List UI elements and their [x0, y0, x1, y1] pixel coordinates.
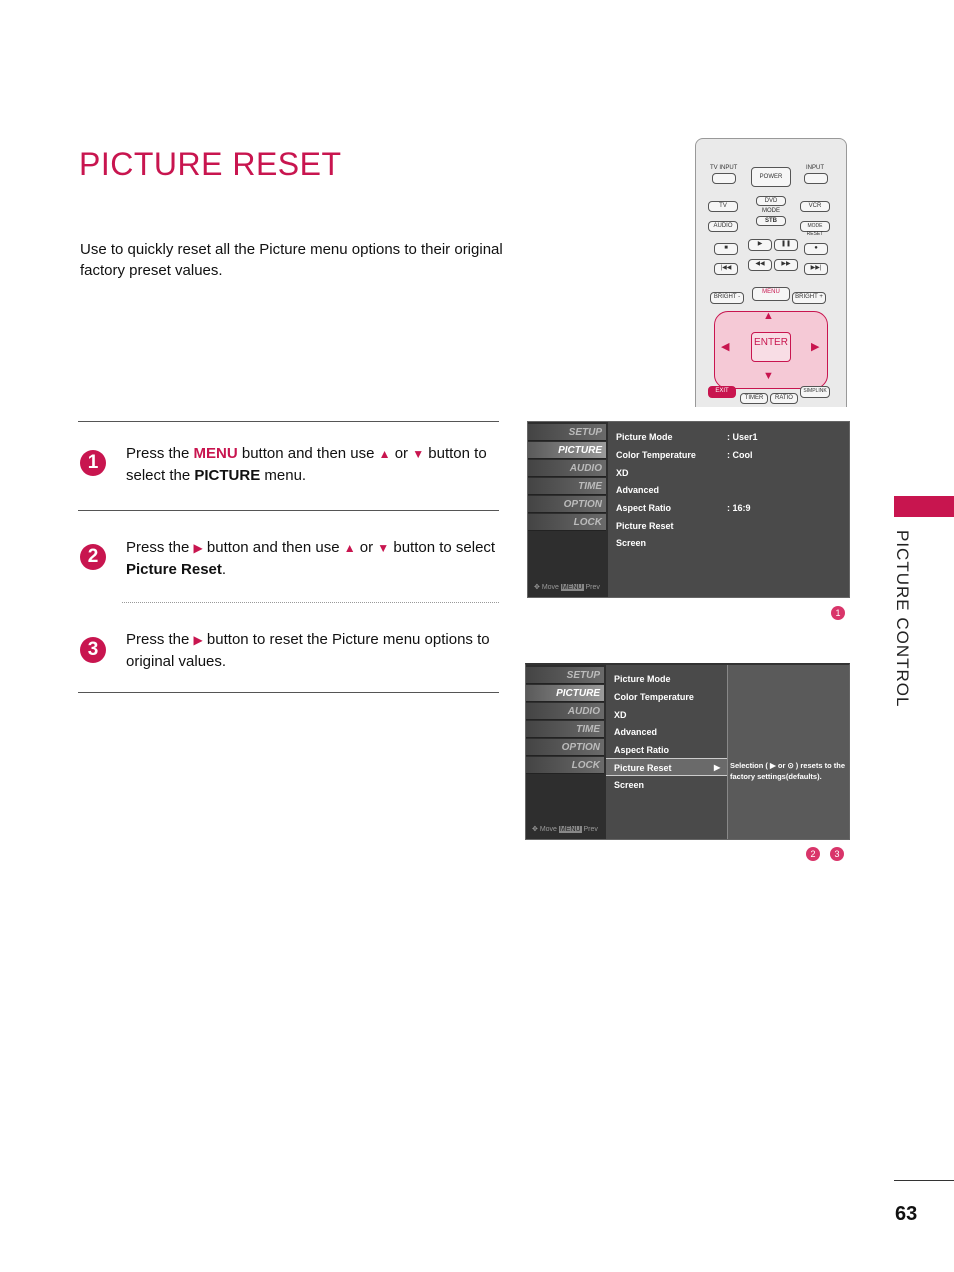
- osd-1-item-color-temperature: Color Temperature: [616, 450, 696, 460]
- pause-button: ❚❚: [774, 239, 798, 251]
- input-button: [804, 173, 828, 184]
- osd-1-item-aspect-ratio: Aspect Ratio: [616, 503, 672, 513]
- osd-2-item-advanced: Advanced: [614, 727, 658, 737]
- osd-2-tab-setup: SETUP: [526, 667, 604, 684]
- dpad-left-icon: ◀: [721, 341, 730, 353]
- audio-button: AUDIO: [708, 221, 738, 232]
- move-icon: ✥: [532, 826, 540, 833]
- vcr-button: VCR: [800, 201, 830, 212]
- section-label: PICTURE CONTROL: [893, 530, 912, 708]
- power-button: POWER: [751, 167, 791, 187]
- down-arrow-icon: ▼: [412, 447, 425, 461]
- osd-2-item-color-temperature: Color Temperature: [614, 692, 694, 702]
- skip-back-button: |◀◀: [714, 263, 738, 275]
- osd-1-value-picture-mode: : User1: [727, 432, 758, 442]
- page-title: PICTURE RESET: [79, 146, 342, 182]
- osd-1-tab-setup: SETUP: [528, 424, 606, 441]
- osd-2-item-xd: XD: [614, 710, 627, 720]
- osd-1-item-picture-mode: Picture Mode: [616, 432, 673, 442]
- timer-button: TIMER: [740, 393, 768, 404]
- up-arrow-icon: ▲: [343, 541, 356, 555]
- tv-button: TV: [708, 201, 738, 212]
- step-2-text: Press the ▶ button and then use ▲ or ▼ button to select Picture Reset.: [126, 539, 496, 578]
- dotted-divider: [122, 602, 499, 603]
- stb-button: STB: [756, 216, 786, 226]
- menu-key: MENU: [193, 445, 238, 462]
- osd-1-footer: ✥ Move MENU Prev: [534, 584, 600, 591]
- step-1-number: 1: [80, 450, 106, 476]
- page-number: 63: [895, 1203, 918, 1225]
- reference-badge-1: 1: [831, 606, 845, 620]
- osd-1-item-advanced: Advanced: [616, 485, 660, 495]
- input-label: INPUT: [806, 165, 824, 171]
- osd-1-sidebar: [528, 422, 608, 597]
- osd-1-tab-time: TIME: [528, 478, 606, 495]
- osd-1-item-picture-reset: Picture Reset: [616, 521, 674, 531]
- step-2-number: 2: [80, 544, 106, 570]
- osd-2-tab-option: OPTION: [526, 739, 604, 756]
- osd-1-tab-lock: LOCK: [528, 514, 606, 531]
- rule-1: [78, 510, 499, 511]
- remote-control-illustration: [695, 138, 847, 407]
- mode-reset-button: MODE RESET: [800, 221, 830, 232]
- osd-screen-2: [525, 663, 850, 840]
- rule-top: [78, 421, 499, 422]
- skip-forward-button: ▶▶|: [804, 263, 828, 275]
- osd-2-tab-time: TIME: [526, 721, 604, 738]
- stop-button: ■: [714, 243, 738, 255]
- osd-2-tab-picture: PICTURE: [526, 685, 604, 702]
- osd-2-tab-audio: AUDIO: [526, 703, 604, 720]
- up-arrow-icon: ▲: [378, 447, 391, 461]
- osd-2-item-aspect-ratio: Aspect Ratio: [614, 745, 670, 755]
- rule-bottom: [78, 692, 499, 693]
- enter-button: ENTER: [751, 332, 791, 362]
- osd-2-item-screen: Screen: [614, 780, 645, 790]
- tv-input-label: TV INPUT: [710, 165, 738, 171]
- osd-screen-1: [527, 421, 850, 598]
- mode-label: MODE: [762, 208, 780, 214]
- page-number-rule: [894, 1180, 954, 1181]
- section-tab-marker: [894, 496, 954, 517]
- dpad-up-icon: ▲: [763, 310, 774, 322]
- osd-1-item-screen: Screen: [616, 538, 647, 548]
- fast-forward-button: ▶▶: [774, 259, 798, 271]
- dpad-right-icon: ▶: [811, 341, 820, 353]
- step-3-number: 3: [80, 637, 106, 663]
- bright-plus-button: BRIGHT +: [792, 292, 826, 304]
- osd-1-value-color-temperature: : Cool: [727, 450, 753, 460]
- menu-button: MENU: [752, 287, 790, 301]
- reference-badge-2: 2: [806, 847, 820, 861]
- ratio-button: RATIO: [770, 393, 798, 404]
- exit-button: EXIT: [708, 386, 736, 398]
- dpad: [714, 311, 828, 389]
- simplink-button: SIMPLINK: [800, 386, 830, 398]
- osd-2-sidebar: [526, 665, 606, 839]
- dvd-button: DVD: [756, 196, 786, 206]
- tv-input-button: [712, 173, 736, 184]
- osd-1-tab-picture: PICTURE: [528, 442, 606, 459]
- osd-2-right-arrow-icon: ▶: [714, 763, 721, 772]
- osd-2-item-picture-reset: Picture Reset: [614, 763, 672, 773]
- record-button: ●: [804, 243, 828, 255]
- bright-minus-button: BRIGHT -: [710, 292, 744, 304]
- step-3-text: Press the ▶ button to reset the Picture menu options to original values.: [126, 631, 490, 670]
- osd-2-item-picture-mode: Picture Mode: [614, 674, 671, 684]
- osd-1-value-aspect-ratio: : 16:9: [727, 503, 751, 513]
- osd-1-tab-audio: AUDIO: [528, 460, 606, 477]
- play-button: ▶: [748, 239, 772, 251]
- osd-1-tab-option: OPTION: [528, 496, 606, 513]
- osd-2-help-panel: [728, 665, 849, 839]
- osd-2-menu: [606, 665, 728, 839]
- osd-1-menu: [608, 422, 849, 597]
- right-arrow-icon: ▶: [193, 541, 203, 555]
- osd-1-item-xd: XD: [616, 468, 629, 478]
- move-icon: ✥: [534, 584, 542, 591]
- reference-badge-3: 3: [830, 847, 844, 861]
- intro-paragraph: Use to quickly reset all the Picture menu options to their original factory preset values.: [80, 241, 503, 279]
- down-arrow-icon: ▼: [377, 541, 390, 555]
- osd-2-footer: ✥ Move MENU Prev: [532, 826, 598, 833]
- osd-2-help-text: Selection ( ▶ or ⊙ ) resets to the factory settings(defaults).: [730, 761, 845, 781]
- rewind-button: ◀◀: [748, 259, 772, 271]
- osd-2-tab-lock: LOCK: [526, 757, 604, 774]
- right-arrow-icon: ▶: [193, 633, 203, 647]
- dpad-down-icon: ▼: [763, 370, 774, 382]
- step-1-text: Press the MENU button and then use ▲ or ▼ button to select the PICTURE menu.: [126, 445, 487, 484]
